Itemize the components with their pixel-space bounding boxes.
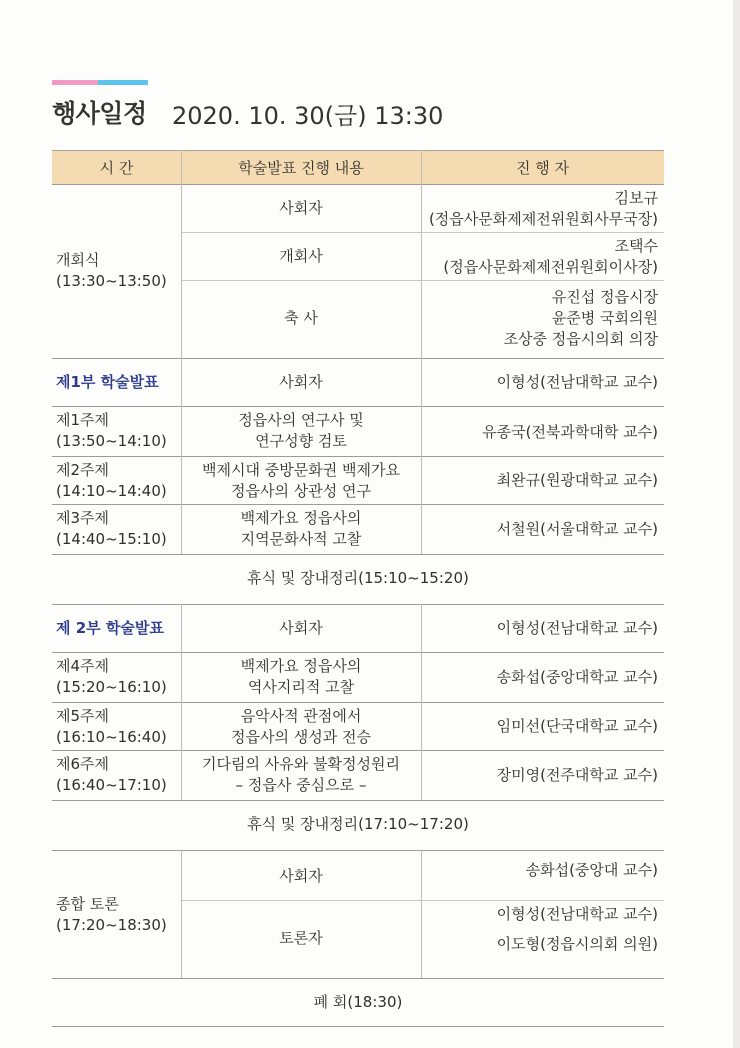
- topic-title: 정읍사의 연구사 및: [238, 411, 364, 429]
- part2-moderator: 이형성(전남대학교 교수): [496, 619, 658, 637]
- divider: [52, 406, 664, 407]
- divider: [52, 1026, 664, 1027]
- divider: [52, 184, 664, 185]
- opening-presenter-title: (정읍사문화제제전위원회이사장): [443, 258, 658, 276]
- opening-content: 개회사: [279, 247, 323, 265]
- opening-presenter-title: (정읍사문화제제전위원회사무국장): [428, 210, 658, 228]
- divider: [52, 358, 664, 359]
- topic-title: 지역문화사적 고찰: [240, 530, 362, 548]
- divider: [52, 604, 664, 605]
- opening-presenter: 유진섭 정읍시장: [551, 288, 658, 306]
- opening-time-label: 개회식: [56, 251, 100, 269]
- opening-presenter: 조상중 정읍시의회 의장: [503, 330, 658, 348]
- topic-title: 정읍사의 생성과 전승: [231, 728, 371, 746]
- col-divider: [421, 150, 422, 358]
- part2-moderator-label: 사회자: [279, 619, 323, 637]
- topic-time: (14:40~15:10): [56, 530, 167, 548]
- topic-presenter: 송화섭(중앙대학교 교수): [496, 668, 658, 686]
- opening-presenter: 조택수: [614, 237, 658, 255]
- col-header-presenter: 진 행 자: [515, 159, 569, 177]
- topic-time: (16:40~17:10): [56, 776, 167, 794]
- part1-moderator: 이형성(전남대학교 교수): [496, 373, 658, 391]
- topic-title: – 정읍사 중심으로 –: [235, 776, 367, 794]
- discussion-moderator: 송화섭(중앙대 교수): [525, 861, 658, 879]
- title-accent-pink: [52, 80, 98, 85]
- topic-label: 제3주제: [56, 509, 110, 527]
- topic-time: (15:20~16:10): [56, 678, 167, 696]
- page-edge: [733, 0, 740, 1048]
- divider: [52, 702, 664, 703]
- divider: [52, 800, 664, 801]
- topic-time: (13:50~14:10): [56, 432, 167, 450]
- topic-label: 제4주제: [56, 657, 110, 675]
- topic-title: 백제가요 정읍사의: [240, 509, 362, 527]
- divider: [52, 652, 664, 653]
- divider: [181, 280, 664, 281]
- discussion-time: (17:20~18:30): [56, 916, 167, 934]
- topic-title: 백제시대 중방문화권 백제가요: [202, 461, 400, 479]
- col-header-content: 학술발표 진행 내용: [238, 159, 364, 177]
- event-date: 2020. 10. 30(금) 13:30: [172, 102, 444, 130]
- table-header: [52, 150, 664, 185]
- divider: [52, 750, 664, 751]
- divider: [52, 978, 664, 979]
- topic-presenter: 장미영(전주대학교 교수): [496, 766, 658, 784]
- title-accent-blue: [98, 80, 148, 85]
- topic-presenter: 임미선(단국대학교 교수): [496, 717, 658, 735]
- topic-label: 제6주제: [56, 755, 110, 773]
- discussion-label: 종합 토론: [56, 895, 119, 913]
- topic-title: 백제가요 정읍사의: [240, 657, 362, 675]
- col-header-time: 시 간: [99, 159, 134, 177]
- break-row: 휴식 및 장내정리(17:10~17:20): [247, 815, 469, 833]
- opening-content: 축 사: [284, 309, 318, 327]
- page-title: 행사일정: [52, 99, 147, 128]
- discussion-panelist: 이형성(전남대학교 교수): [496, 905, 658, 923]
- topic-title: 역사지리적 고찰: [247, 678, 355, 696]
- discussion-panelist: 이도형(정읍시의회 의원): [496, 935, 658, 953]
- topic-label: 제2주제: [56, 461, 110, 479]
- part2-title: 제 2부 학술발표: [56, 619, 164, 637]
- divider: [181, 232, 664, 233]
- topic-title: 연구성향 검토: [255, 432, 347, 450]
- opening-presenter: 윤준병 국회의원: [551, 309, 658, 327]
- part1-title: 제1부 학술발표: [56, 373, 159, 391]
- divider: [52, 456, 664, 457]
- divider: [52, 504, 664, 505]
- topic-presenter: 최완규(원광대학교 교수): [496, 471, 658, 489]
- topic-label: 제5주제: [56, 707, 110, 725]
- closing-row: 폐 회(18:30): [313, 993, 403, 1011]
- break-row: 휴식 및 장내정리(15:10~15:20): [247, 569, 469, 587]
- divider: [181, 900, 664, 901]
- divider: [52, 850, 664, 851]
- opening-time-range: (13:30~13:50): [56, 272, 167, 290]
- col-divider: [421, 850, 422, 978]
- topic-time: (14:10~14:40): [56, 482, 167, 500]
- opening-presenter: 김보규: [614, 189, 658, 207]
- discussion-moderator-label: 사회자: [279, 867, 323, 885]
- topic-presenter: 유종국(전북과학대학 교수): [482, 423, 658, 441]
- divider: [52, 554, 664, 555]
- col-divider: [421, 604, 422, 800]
- part1-moderator-label: 사회자: [279, 373, 323, 391]
- topic-title: 음악사적 관점에서: [240, 707, 362, 725]
- topic-presenter: 서철원(서울대학교 교수): [496, 520, 658, 538]
- discussion-panel-label: 토론자: [279, 929, 323, 947]
- topic-label: 제1주제: [56, 411, 110, 429]
- topic-title: 기다림의 사유와 불확정성원리: [202, 755, 400, 773]
- topic-title: 정읍사의 상관성 연구: [231, 482, 371, 500]
- opening-content: 사회자: [279, 199, 323, 217]
- col-divider: [421, 358, 422, 554]
- topic-time: (16:10~16:40): [56, 728, 167, 746]
